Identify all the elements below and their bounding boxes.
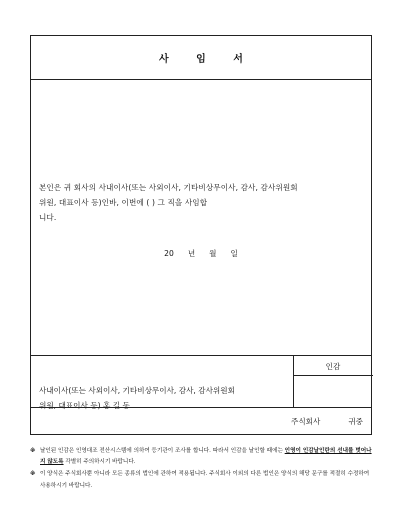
date-day-unit: 일 (230, 249, 238, 258)
resignation-form (30, 35, 372, 435)
signer-line-2: 위원, 대표이사 등) 홍 길 동 (39, 401, 130, 410)
note-mark: ※ (30, 471, 36, 478)
note-2-text: 이 양식은 주식회사뿐 아니라 모든 종류의 법인에 관하여 적용됩니다. 주식회사 이외의 다른 법인은 양식의 해당 문구를 적절히 수정하여 사용하시기 바랍니다. (40, 471, 370, 489)
note-1 (30, 446, 374, 468)
company-label: 주식회사 (290, 417, 321, 426)
note-mark: ※ (30, 448, 36, 454)
note-2 (30, 469, 374, 491)
notes (30, 446, 374, 493)
form-title: 사 임 서 (159, 54, 255, 65)
date-line (31, 248, 371, 259)
statement-line-2: 위원, 대표이사 등)인바, 이번에 ( ) 그 직을 사임합 (39, 198, 208, 207)
resignation-statement (39, 180, 369, 225)
seal-header (293, 356, 373, 376)
company-suffix: 귀중 (348, 417, 363, 426)
seal-box[interactable] (293, 376, 373, 407)
statement-line-1: 본인은 귀 회사의 사내이사(또는 사외이사, 기타비상무이사, 감사, 감사위원회 (39, 183, 298, 192)
signer-line-1: 사내이사(또는 사외이사, 기타비상무이사, 감사, 감사위원회 (39, 386, 235, 395)
seal-label: 인감 (325, 362, 341, 371)
title-row (31, 36, 371, 80)
note-1-after: 각별히 주의하시기 바랍니다. (63, 459, 136, 466)
date-year: 20 (164, 249, 174, 258)
note-1-emphasis: 인영이 인감날인란의 선내를 벗어나지 않도록 (40, 448, 372, 466)
recipient-row (31, 407, 371, 435)
recipient-line (291, 416, 363, 427)
note-1-before: 날인된 인감은 인영대조 전산시스템에 의하여 등기관이 조사를 합니다. 따라서 인감을 날인할 때에는 (40, 448, 285, 454)
statement-line-3: 니다. (39, 213, 57, 222)
body-row (31, 80, 371, 356)
date-year-unit: 년 (187, 249, 196, 258)
date-month-unit: 월 (209, 249, 217, 258)
